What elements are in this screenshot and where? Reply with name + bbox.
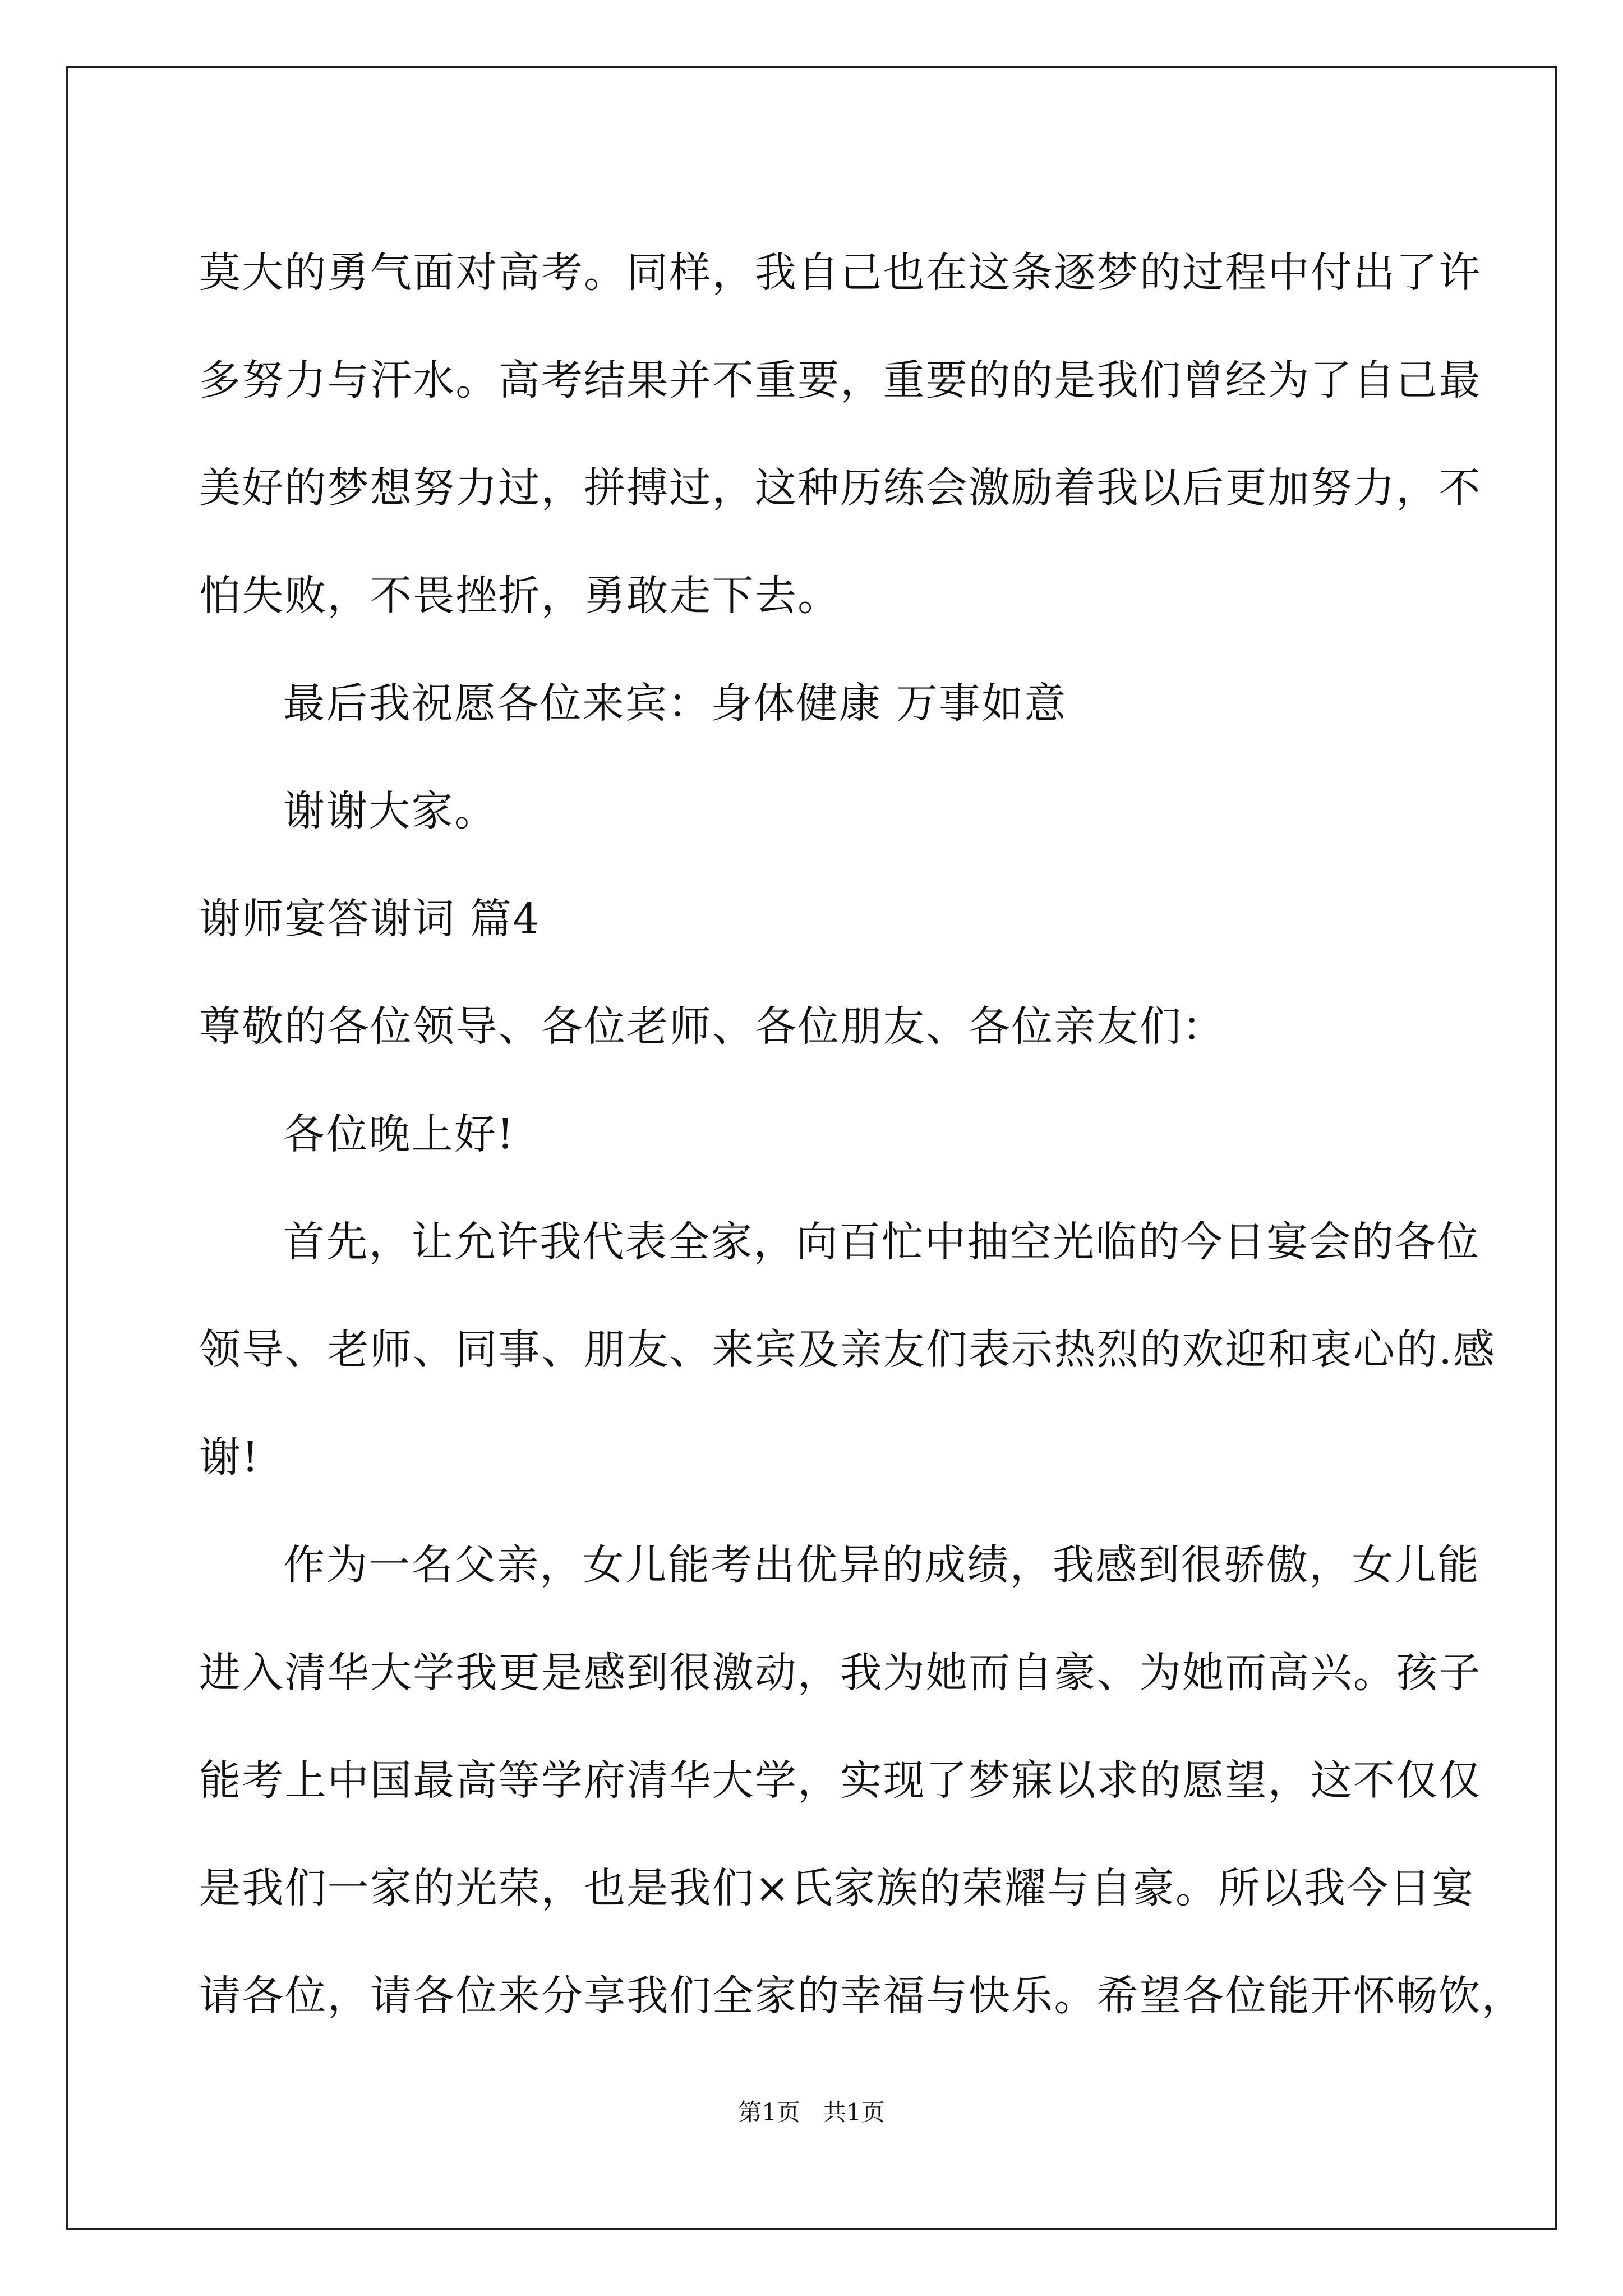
paragraph-line: 首先，让允许我代表全家，向百忙中抽空光临的今日宴会的各位 bbox=[283, 1218, 1481, 1266]
paragraph-line: 作为一名父亲，女儿能考出优异的成绩，我感到很骄傲，女儿能 bbox=[283, 1541, 1481, 1589]
text-line: 领导、老师、同事、朋友、来宾及亲友们表示热烈的欢迎和衷心的.感 bbox=[199, 1326, 1496, 1374]
page-number: 第1页 bbox=[738, 2099, 800, 2126]
text-line: 多努力与汗水。高考结果并不重要，重要的的是我们曾经为了自己最 bbox=[199, 356, 1482, 404]
text-line: 莫大的勇气面对高考。同样，我自己也在这条逐梦的过程中付出了许 bbox=[199, 249, 1482, 297]
text-line: 怕失败，不畏挫折，勇敢走下去。 bbox=[199, 572, 841, 620]
page-total: 共1页 bbox=[823, 2099, 885, 2126]
text-line: 能考上中国最高等学府清华大学，实现了梦寐以求的愿望，这不仅仅 bbox=[199, 1756, 1482, 1805]
text-line: 谢! bbox=[199, 1433, 260, 1481]
text-line: 美好的梦想努力过，拼搏过，这种历练会激励着我以后更加努力，不 bbox=[199, 464, 1482, 512]
text-line: 是我们一家的光荣，也是我们×氏家族的荣耀与自豪。所以我今日宴 bbox=[199, 1864, 1475, 1912]
salutation: 尊敬的各位领导、各位老师、各位朋友、各位亲友们： bbox=[199, 1002, 1225, 1051]
document-body bbox=[199, 219, 1524, 2050]
page-footer bbox=[0, 2097, 1623, 2128]
paragraph-line: 最后我祝愿各位来宾：身体健康 万事如意 bbox=[283, 679, 1067, 728]
greeting: 各位晚上好! bbox=[283, 1110, 515, 1158]
text-line: 进入清华大学我更是感到很激动，我为她而自豪、为她而高兴。孩子 bbox=[199, 1649, 1482, 1697]
text-line: 请各位，请各位来分享我们全家的幸福与快乐。希望各位能开怀畅饮， bbox=[199, 1972, 1524, 2020]
section-heading: 谢师宴答谢词 篇4 bbox=[199, 895, 541, 943]
paragraph-line: 谢谢大家。 bbox=[283, 787, 497, 835]
